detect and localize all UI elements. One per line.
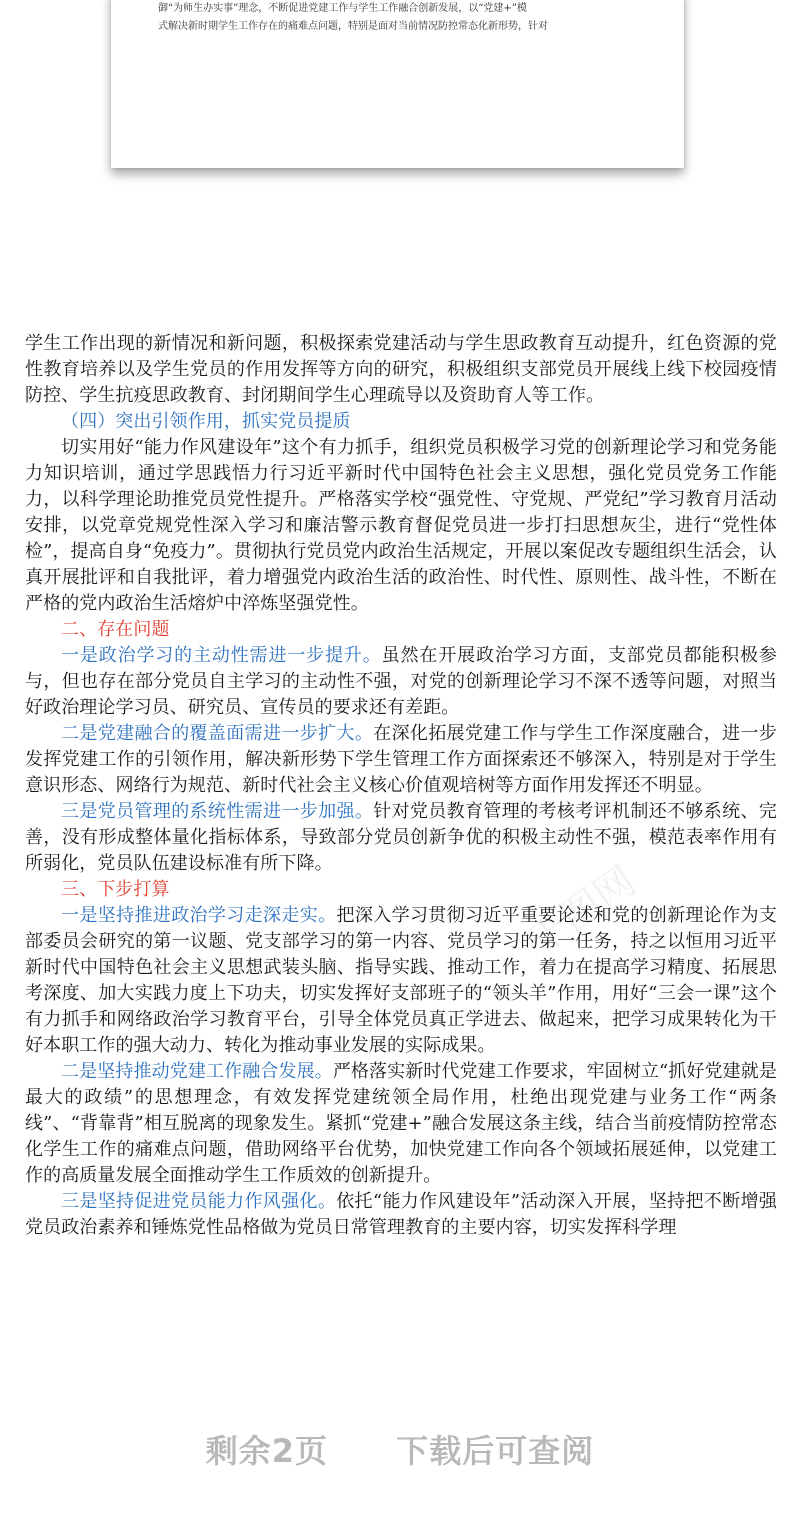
next-3-lead: 三是坚持促进党员能力作风强化。 [61,1191,337,1212]
paragraph-problem-2 [25,721,777,799]
document-preview-card [111,0,684,168]
problem-1-text: 虽然在开展政治学习方面，支部党员都能积极参与，但也存在部分党员自主学习的主动性不强，对党的创新理论学习不深不透等问题，对照当好政治理论学习员、研究员、宣传员的要求还有差距。 [25,645,777,718]
next-1-lead: 一是坚持推进政治学习走深走实。 [61,905,337,926]
problem-3-text: 针对党员教育管理的考核考评机制还不够系统、完善，没有形成整体量化指标体系，导致部分党员创新争优的积极主动性不强，模范表率作用有所弱化，党员队伍建设标准有所下降。 [25,801,777,874]
download-to-view-label[interactable]: 下载后可查阅 [396,1432,595,1470]
paragraph-section-four: 切实用好“能力作风建设年”这个有力抓手，组织党员积极学习党的创新理论学习和党务能力知识培训，通过学思践悟力行习近平新时代中国特色社会主义思想，强化党员党务工作能力，以科学理论助推党员党性提升。严格落实学校“强党性、守党规、严党纪”学习教育月活动安排，以党章党规党性深入学习和廉洁警示教育督促党员进一步打扫思想灰尘，进行“党性体检”，提高自身“免疫力”。贯彻执行党员党内政治生活规定，开展以案促改专题组织生活会，认真开展批评和自我批评，着力增强党内政治生活的政治性、时代性、原则性、战斗性，不断在严格的党内政治生活熔炉中淬炼坚强党性。 [25,437,777,614]
preview-line-2: 式解决新时期学生工作存在的痛难点问题，特别是面对当前情况防控常态化新形势，针对 [158,21,548,32]
problem-3-lead: 三是党员管理的系统性需进一步加强。 [61,801,374,822]
problem-2-lead: 二是党建融合的覆盖面需进一步扩大。 [61,723,374,744]
next-2-lead: 二是坚持推动党建工作融合发展。 [61,1061,333,1082]
preview-text [158,0,648,36]
next-2-text: 严格落实新时代党建工作要求，牢固树立“抓好党建就是最大的政绩”的思想理念，有效发挥党建统领全局作用，杜绝出现党建与业务工作“两条线”、“背靠背”相互脱离的现象发生。紧抓“党建+”融合发展这条主线，结合当前疫情防控常态化学生工作的痛难点问题，借助网络平台优势，加快党建工作向各个领域拓展延伸，以党建工作的高质量发展全面推动学生工作质效的创新提升。 [25,1061,778,1186]
heading-existing-problems: 二、存在问题 [61,619,170,640]
paragraph-problem-1 [25,643,777,721]
problem-2-text: 在深化拓展党建工作与学生工作深度融合，进一步发挥党建工作的引领作用，解决新形势下学生管理工作方面探索还不够深入，特别是对于学生意识形态、网络行为规范、新时代社会主义核心价值观培树等方面作用发挥还不明显。 [25,723,777,796]
paragraph-next-1 [25,903,777,1059]
paragraph-next-2 [25,1059,777,1189]
heading-next-steps: 三、下步打算 [61,879,170,900]
next-1-text: 把深入学习贯彻习近平重要论述和党的创新理论作为支部委员会研究的第一议题、党支部学习的第一内容、党员学习的第一任务，持之以恒用习近平新时代中国特色社会主义思想武装头脑、指导实践、推动工作，着力在提高学习精度、拓展思考深度、加大实践力度上下功夫，切实发挥好支部班子的“领头羊”作用，用好“三会一课”这个有力抓手和网络政治学习教育平台，引导全体党员真正学进去、做起来，把学习成果转化为干好本职工作的强大动力、转化为推动事业发展的实际成果。 [25,905,777,1056]
remaining-pages-label: 剩余2页 [205,1432,329,1470]
problem-1-lead: 一是政治学习的主动性需进一步提升。 [61,645,382,666]
document-body [25,331,777,1241]
preview-line-1: 御“为师生办实事”理念，不断促进党建工作与学生工作融合创新发展，以“党建+”模 [158,3,527,14]
paragraph-problem-3 [25,799,777,877]
download-prompt[interactable] [0,1426,800,1472]
paragraph-next-3 [25,1189,777,1241]
heading-section-four: （四）突出引领作用，抓实党员提质 [61,411,351,432]
watermark: 千图网 [519,858,645,965]
next-3-text: 依托“能力作风建设年”活动深入开展，坚持把不断增强党员政治素养和锤炼党性品格做为党员日常管理教育的主要内容，切实发挥科学理 [25,1191,778,1238]
paragraph-intro: 学生工作出现的新情况和新问题，积极探索党建活动与学生思政教育互动提升，红色资源的党性教育培养以及学生党员的作用发挥等方向的研究，积极组织支部党员开展线上线下校园疫情防控、学生抗疫思政教育、封闭期间学生心理疏导以及资助育人等工作。 [25,333,777,406]
